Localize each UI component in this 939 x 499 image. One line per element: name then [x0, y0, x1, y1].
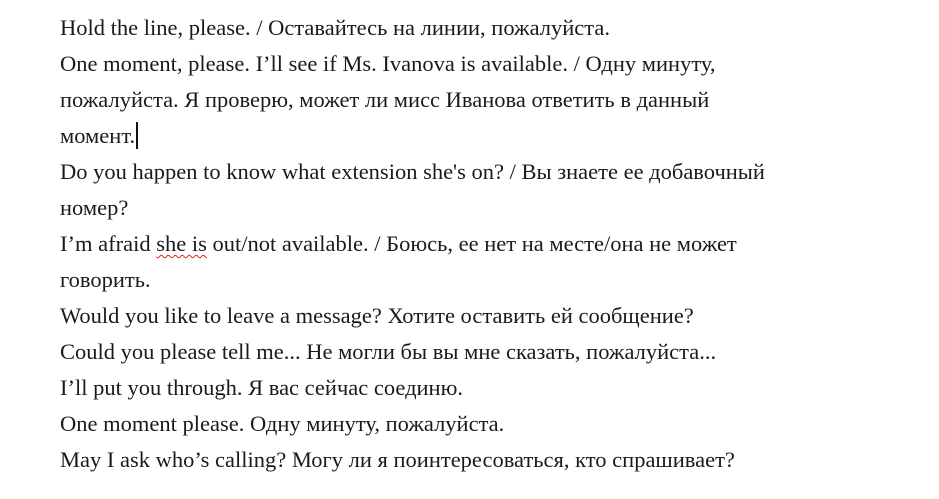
- text-line: May I ask who’s calling? Могу ли я поинтересоваться, кто спрашивает?: [60, 447, 735, 472]
- text-line: [60, 118, 920, 154]
- text-segment: I’m afraid: [60, 231, 157, 256]
- text-line-content: момент.: [60, 123, 136, 148]
- text-line: One moment please. Одну минуту, пожалуйста.: [60, 411, 505, 436]
- text-line: Do you happen to know what extension she's on? / Вы знаете ее добавочный: [60, 159, 765, 184]
- spellcheck-flagged-phrase[interactable]: she is: [156, 231, 207, 256]
- text-line: Hold the line, please. / Оставайтесь на линии, пожалуйста.: [60, 15, 610, 40]
- text-line: говорить.: [60, 267, 151, 292]
- text-line: Would you like to leave a message? Хотите оставить ей сообщение?: [60, 303, 694, 328]
- text-line: Could you please tell me... Не могли бы вы мне сказать, пожалуйста...: [60, 339, 717, 364]
- text-line: One moment, please. I’ll see if Ms. Ivanova is available. / Одну минуту,: [60, 51, 716, 76]
- text-line: пожалуйста. Я проверю, может ли мисс Иванова ответить в данный: [60, 87, 710, 112]
- text-line: номер?: [60, 195, 129, 220]
- text-cursor: [136, 122, 138, 149]
- text-line: I’ll put you through. Я вас сейчас соединю.: [60, 375, 464, 400]
- document-body[interactable]: [60, 10, 920, 478]
- text-line: [60, 226, 920, 262]
- text-segment: out/not available. / Боюсь, ее нет на месте/она не может: [206, 231, 737, 256]
